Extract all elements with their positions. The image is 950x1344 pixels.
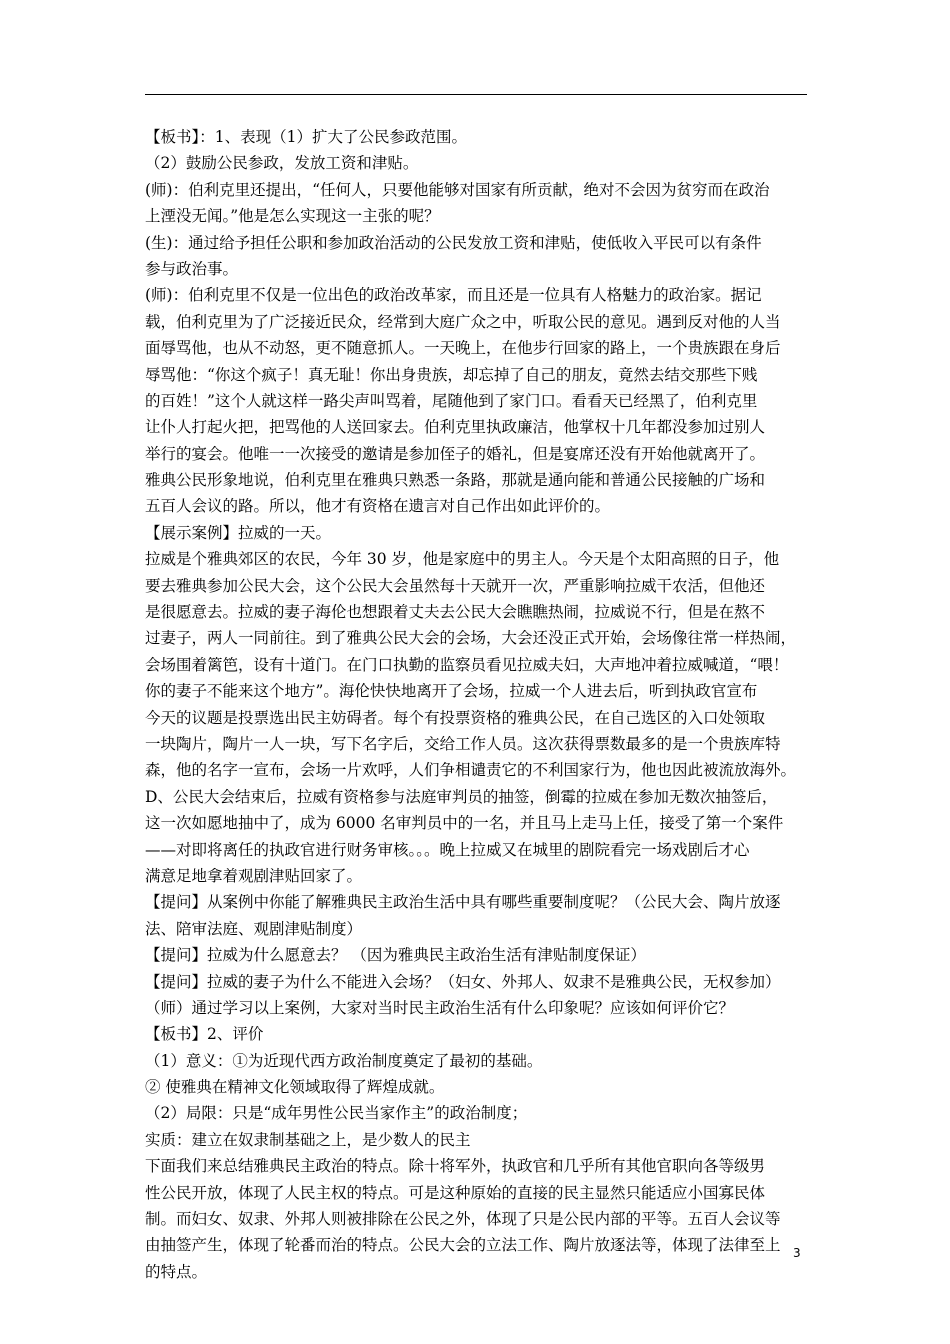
text-line: 载，伯利克里为了广泛接近民众，经常到大庭广众之中，听取公民的意见。遇到反对他的人当 [145,312,781,331]
text-line: 这一次如愿地抽中了，成为 6000 名审判员中的一名，并且马上走马上任，接受了第一个案件 [145,814,784,833]
text-line: 森，他的名字一宣布，会场一片欢呼，人们争相谴责它的不利国家行为，他也因此被流放海外。 [145,761,797,780]
text-line: ——对即将离任的执政官进行财务审核。。。晚上拉威又在城里的剧院看完一场戏剧后才心 [145,840,750,859]
text-line: 要去雅典参加公民大会，这个公民大会虽然每十天就开一次，严重影响拉威干农活，但他还 [145,576,766,595]
text-line: 【展示案例】拉威的一天。 [145,523,332,542]
text-line: (师)：伯利克里还提出，“任何人，只要他能够对国家有所贡献，绝对不会因为贫穷而在政治 [145,180,770,199]
text-line: 你的妻子不能来这个地方”。海伦快快地离开了会场，拉威一个人进去后，听到执政官宣布 [145,682,758,701]
text-line: 的百姓！”这个人就这样一路尖声叫骂着，尾随他到了家门口。看看天已经黑了，伯利克里 [145,391,758,410]
text-line: 今天的议题是投票选出民主妨碍者。每个有投票资格的雅典公民，在自己选区的入口处领取 [145,708,766,727]
text-line: 过妻子，两人一同前往。到了雅典公民大会的会场，大会还没正式开始，会场像往常一样热闹， [145,629,797,648]
text-line: 雅典公民形象地说，伯利克里在雅典只熟悉一条路，那就是通向能和普通公民接触的广场和 [145,471,766,490]
text-line: 由抽签产生，体现了轮番而治的特点。公民大会的立法工作、陶片放逐法等，体现了法律至上 [145,1236,781,1255]
text-line: 【提问】从案例中你能了解雅典民主政治生活中具有哪些重要制度呢？（公民大会、陶片放逐 [145,893,781,912]
text-line: 下面我们来总结雅典民主政治的特点。除十将军外，执政官和几乎所有其他官职向各等级男 [145,1157,766,1176]
text-line: 【提问】拉威为什么愿意去？ （因为雅典民主政治生活有津贴制度保证） [145,946,646,965]
text-line: 性公民开放，体现了人民主权的特点。可是这种原始的直接的民主显然只能适应小国寡民体 [145,1183,766,1202]
text-line: 法、陪审法庭、观剧津贴制度） [145,919,363,938]
text-line: 五百人会议的路。所以，他才有资格在遗言对自己作出如此评价的。 [145,497,611,516]
page-number: 3 [793,1246,801,1260]
text-line: 是很愿意去。拉威的妻子海伦也想跟着丈夫去公民大会瞧瞧热闹，拉威说不行，但是在熬不 [145,603,766,622]
text-line: 实质：建立在奴隶制基础之上，是少数人的民主 [145,1130,471,1149]
document-body [145,124,810,1285]
text-line: 【提问】拉威的妻子为什么不能进入会场？（妇女、外邦人、奴隶不是雅典公民，无权参加） [145,972,781,991]
text-line: 会场围着篱笆，设有十道门。在门口执勤的监察员看见拉威夫妇，大声地冲着拉威喊道，“喂！ [145,655,789,674]
text-line: 制。而妇女、奴隶、外邦人则被排除在公民之外，体现了只是公民内部的平等。五百人会议等 [145,1210,781,1229]
text-line: （2）局限：只是“成年男性公民当家作主”的政治制度； [145,1104,528,1123]
text-line: 拉威是个雅典郊区的农民，今年 30 岁，他是家庭中的男主人。今天是个太阳高照的日子，他 [145,550,780,569]
text-line: 一块陶片，陶片一人一块，写下名字后，交给工作人员。这次获得票数最多的是一个贵族库特 [145,734,781,753]
text-line: （师）通过学习以上案例，大家对当时民主政治生活有什么印象呢？应该如何评价它？ [145,998,735,1017]
text-line: ② 使雅典在精神文化领域取得了辉煌成就。 [145,1078,445,1097]
text-line: 让仆人打起火把，把骂他的人送回家去。伯利克里执政廉洁，他掌权十几年都没参加过别人 [145,418,766,437]
text-line: （1）意义：①为近现代西方政治制度奠定了最初的基础。 [145,1051,543,1070]
text-line: 辱骂他：“你这个疯子！真无耻！你出身贵族，却忘掉了自己的朋友，竟然去结交那些下贱 [145,365,758,384]
text-line: 满意足地拿着观剧津贴回家了。 [145,866,363,885]
text-line: 【板书】2、评价 [145,1025,264,1044]
text-line: 参与政治事。 [145,259,239,278]
text-line: (生)：通过给予担任公职和参加政治活动的公民发放工资和津贴，使低收入平民可以有条件 [145,233,762,252]
text-line: 举行的宴会。他唯一一次接受的邀请是参加侄子的婚礼，但是宴席还没有开始他就离开了。 [145,444,766,463]
text-line: D、公民大会结束后，拉威有资格参与法庭审判员的抽签，倒霉的拉威在参加无数次抽签后， [145,787,778,806]
text-line: （2）鼓励公民参政，发放工资和津贴。 [145,154,419,173]
text-line: 面辱骂他，也从不动怒，更不随意抓人。一天晚上，在他步行回家的路上，一个贵族跟在身后 [145,339,781,358]
text-line: 【板书】：1、表现（1）扩大了公民参政范围。 [145,128,467,146]
text-line: 上湮没无闻。”他是怎么实现这一主张的呢？ [145,207,440,226]
header-rule [145,94,807,95]
text-line: 的特点。 [145,1262,208,1281]
text-line: (师)：伯利克里不仅是一位出色的政治改革家，而且还是一位具有人格魅力的政治家。据记 [145,286,762,305]
